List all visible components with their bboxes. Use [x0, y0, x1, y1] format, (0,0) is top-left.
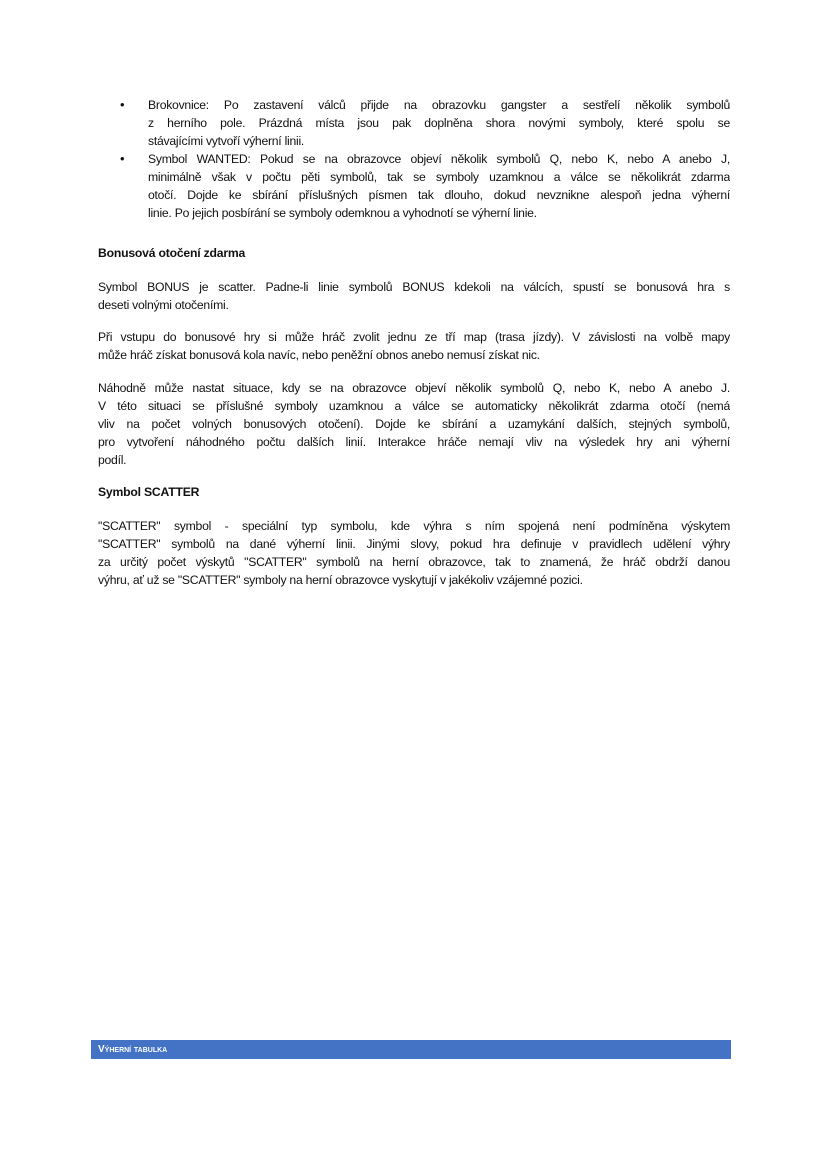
text-line: V této situaci se příslušné symboly uzamknou a válce se automaticky několikrát zdarma otočí (nemá [98, 399, 730, 413]
section-heading-bonus: Bonusová otočení zdarma [98, 246, 246, 260]
section-heading-scatter: Symbol SCATTER [98, 485, 200, 499]
text-line: za určitý počet výskytů "SCATTER" symbolů na herní obrazovce, tak to znamená, že hráč obdrží danou [98, 555, 730, 569]
text-line: minimálně však v počtu pěti symbolů, tak se symboly uzamknou a válce se několikrát zdarma [148, 170, 730, 184]
text-line: pro vytvoření náhodného počtu dalších linií. Interakce hráče nemají vliv na výsledek hry ani výherní [98, 435, 730, 449]
bullet-icon: • [120, 151, 125, 166]
text-line: Náhodně může nastat situace, kdy se na obrazovce objeví několik symbolů Q, nebo K, nebo A anebo J. [98, 381, 730, 395]
text-line: stávajícími vytvoří výherní linii. [148, 134, 305, 148]
text-line: z herního pole. Prázdná místa jsou pak doplněna shora novými symboly, které spolu se [148, 116, 730, 130]
banner-title: Výherní tabulka [98, 1044, 168, 1055]
section-banner-payout-table [91, 1040, 731, 1059]
paragraph [98, 517, 730, 589]
text-line: "SCATTER" symbol - speciální typ symbolu, kde výhra s ním spojená není podmíněna výskytem [98, 519, 730, 533]
bullet-item-wanted [120, 150, 730, 222]
text-line: deseti volnými otočeními. [98, 298, 229, 312]
text-line: výhru, ať už se "SCATTER" symboly na herní obrazovce vyskytují v jakékoliv vzájemné pozici. [98, 573, 583, 587]
text-line: otočí. Dojde ke sbírání příslušných písmen tak dlouho, dokud nevznikne alespoň jedna výherní [148, 188, 730, 202]
text-line: linie. Po jejich posbírání se symboly odemknou a vyhodnotí se výherní linie. [148, 206, 537, 220]
text-line: Symbol WANTED: Pokud se na obrazovce objeví několik symbolů Q, nebo K, nebo A anebo J, [148, 152, 730, 166]
text-line: podíl. [98, 453, 127, 467]
paragraph [98, 278, 730, 314]
text-line: Při vstupu do bonusové hry si může hráč zvolit jednu ze tří map (trasa jízdy). V závislosti na volbě mapy [98, 330, 730, 344]
text-line: "SCATTER" symbolů na dané výherní linii. Jinými slovy, pokud hra definuje v pravidlech udělení výhry [98, 537, 730, 551]
paragraph [98, 379, 730, 469]
bullet-item-brokovnice [120, 96, 730, 150]
bullet-icon: • [120, 97, 125, 112]
text-line: Brokovnice: Po zastavení válců přijde na obrazovku gangster a sestřelí několik symbolů [148, 98, 730, 112]
text-line: Symbol BONUS je scatter. Padne-li linie symbolů BONUS kdekoli na válcích, spustí se bonusová hra s [98, 280, 730, 294]
paragraph [98, 328, 730, 364]
text-line: může hráč získat bonusová kola navíc, nebo peněžní obnos anebo nemusí získat nic. [98, 348, 540, 362]
text-line: vliv na počet volných bonusových otočení). Dojde ke sbírání a uzamykání dalších, stejných symbolů, [98, 417, 730, 431]
